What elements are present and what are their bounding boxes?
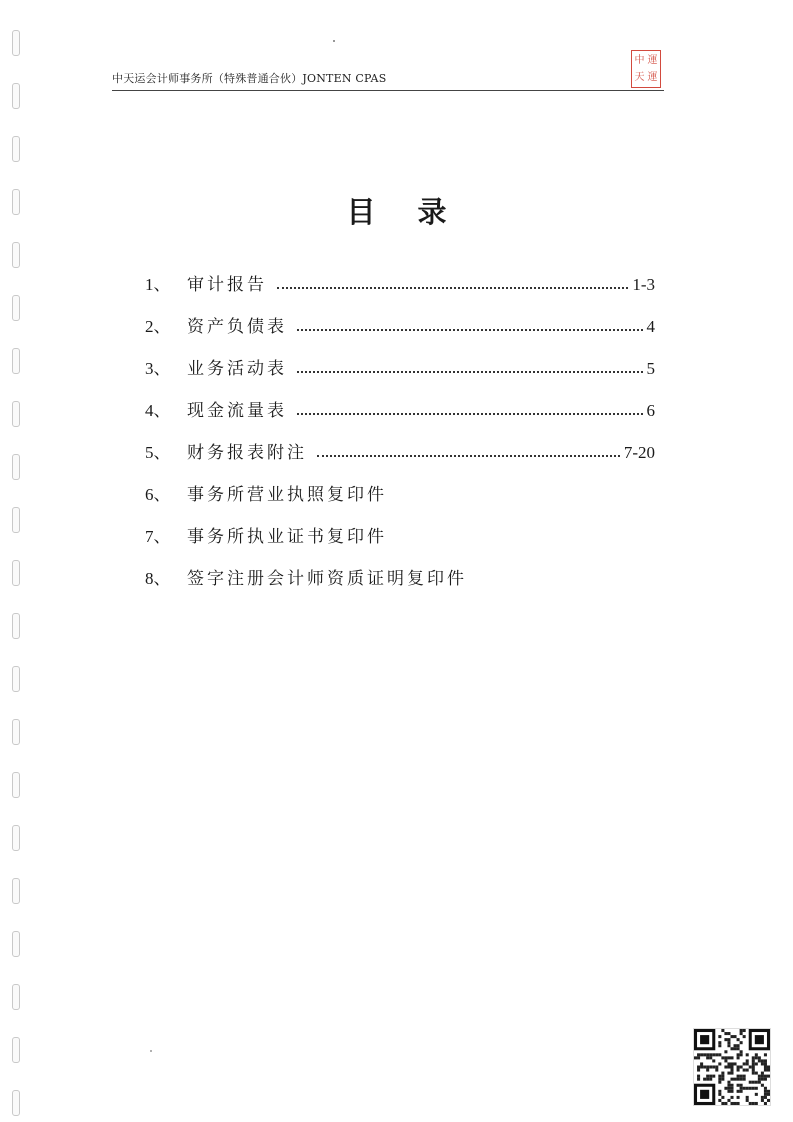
firm-seal-logo [631,50,661,88]
binding-hole [12,666,20,692]
binding-hole [12,454,20,480]
page-title: 目录 [346,195,489,229]
toc-dot-leader [317,455,620,457]
binding-hole [12,984,20,1010]
toc-dot-leader [297,413,643,415]
binding-hole [12,295,20,321]
qr-code-icon [693,1028,771,1106]
toc-item-page: 5 [646,359,655,378]
seal-char: 中 [634,55,645,66]
toc-item-label: 事务所执业证书复印件 [187,527,387,547]
binding-hole [12,931,20,957]
toc-item-number: 1、 [145,275,171,294]
binding-hole [12,560,20,586]
toc-item-label: 资产负债表 [187,317,287,337]
seal-char: 運 [647,72,658,83]
binding-hole [12,1090,20,1116]
toc-item [145,432,655,474]
binding-hole [12,1037,20,1063]
toc-item-label: 财务报表附注 [187,443,307,463]
binding-hole [12,136,20,162]
binding-hole [12,825,20,851]
toc-item [145,390,655,432]
toc-item-page: 4 [646,317,655,336]
header-rule [112,90,664,91]
toc-item-page: 6 [646,401,655,420]
toc-item [145,348,655,390]
seal-char: 天 [634,72,645,83]
toc-item-label: 签字注册会计师资质证明复印件 [187,569,467,589]
seal-char: 運 [647,55,658,66]
toc-item-number: 5、 [145,443,171,462]
toc-item-number: 3、 [145,359,171,378]
toc-item [145,306,655,348]
binding-hole [12,878,20,904]
toc-item-label: 事务所营业执照复印件 [187,485,387,505]
toc-dot-leader [277,287,628,289]
toc-item-label: 审计报告 [187,275,267,295]
toc-item-page: 1-3 [632,275,655,294]
toc-dot-leader [297,329,643,331]
toc-item [145,474,655,516]
binding-hole [12,613,20,639]
table-of-contents [145,264,655,600]
binding-hole [12,348,20,374]
toc-dot-leader [297,371,643,373]
scan-speck [150,1050,152,1052]
binding-hole [12,242,20,268]
toc-item [145,558,655,600]
firm-header: 中天运会计师事务所（特殊普通合伙）JONTEN CPAS [112,72,387,85]
binding-hole [12,83,20,109]
toc-item-number: 8、 [145,569,171,588]
toc-item [145,516,655,558]
toc-item-label: 现金流量表 [187,401,287,421]
binding-hole [12,507,20,533]
toc-item [145,264,655,306]
binding-hole [12,772,20,798]
toc-item-number: 7、 [145,527,171,546]
toc-item-number: 2、 [145,317,171,336]
toc-item-number: 6、 [145,485,171,504]
binding-hole [12,719,20,745]
binding-hole [12,401,20,427]
toc-item-number: 4、 [145,401,171,420]
toc-item-page: 7-20 [623,443,655,462]
scan-speck [333,40,335,42]
toc-item-label: 业务活动表 [187,359,287,379]
binding-hole [12,30,20,56]
